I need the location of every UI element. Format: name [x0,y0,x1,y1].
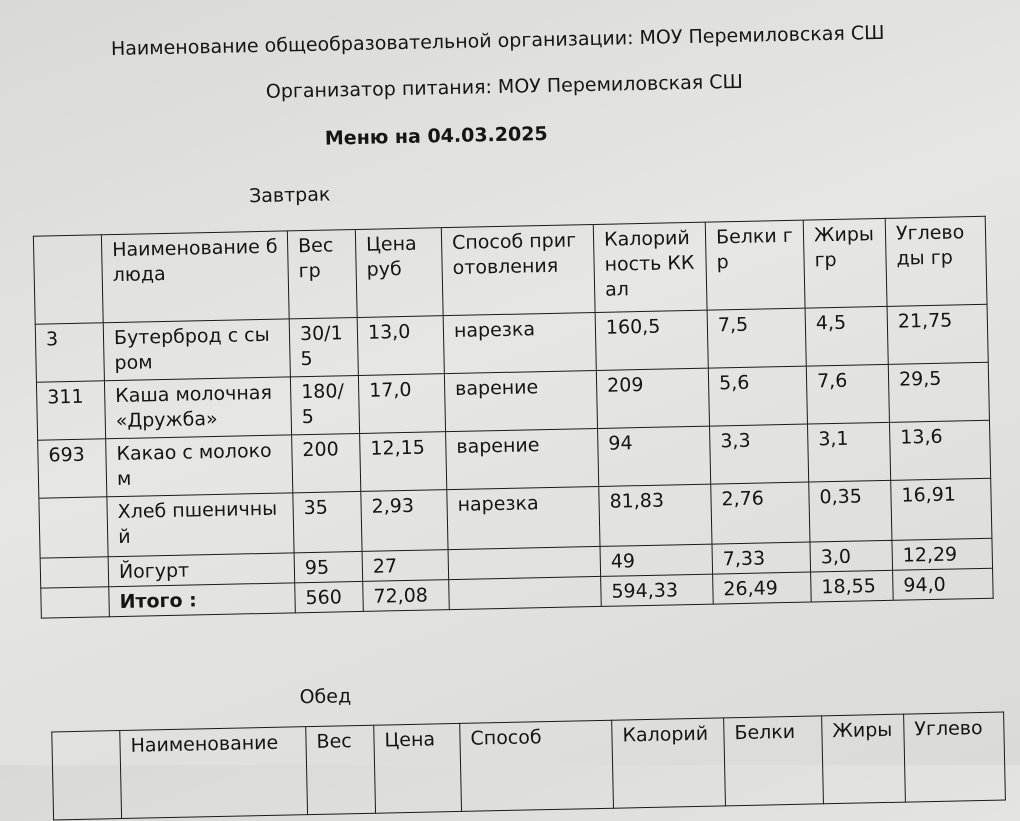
table-cell: 27 [362,550,449,582]
header-cell: Наименование [120,727,308,819]
table-cell: 200 [292,433,361,492]
table-cell: 17,0 [358,374,445,434]
table-cell: 7,6 [806,364,889,424]
table-cell: 35 [293,491,362,552]
breakfast-heading: Завтрак [248,183,331,208]
table-cell [41,587,110,618]
table-cell: 29,5 [888,362,989,422]
table-cell: Йогурт [108,553,295,587]
table-cell: 180/5 [290,375,359,434]
table-cell: 18,55 [811,570,894,602]
lunch-heading: Обед [299,685,352,709]
table-cell: 560 [295,581,364,612]
header-cell: Калорийность ККал [593,222,707,312]
header-cell: Способ приготовления [441,225,595,316]
header-cell: Вес гр [287,229,357,318]
table-cell: 3 [35,323,104,382]
table-cell: 3,0 [810,540,893,572]
breakfast-menu-table [33,216,994,619]
table-cell: 311 [36,381,105,440]
header-cell: Цена [374,723,462,813]
table-cell: 594,33 [601,574,714,606]
table-cell: 94 [598,426,711,486]
table-cell: Хлеб пшеничный [107,493,294,557]
header-cell [33,235,103,324]
table-cell: 0,35 [809,480,892,542]
header-cell: Цена руб [355,228,443,318]
table-cell: 7,33 [712,542,811,574]
organization-line: Наименование общеобразовательной организации: МОУ Перемиловская СШ [110,21,885,61]
header-cell: Жиры гр [803,218,887,308]
table-cell: нарезка [443,312,596,373]
header-cell: Вес [306,725,376,814]
table-cell: 81,83 [599,484,712,546]
table-cell: 12,29 [892,538,993,570]
table-cell: варение [444,370,597,431]
total-label: Итого : [109,583,296,617]
table-cell: 12,15 [360,432,447,492]
table-cell [449,576,602,609]
header-cell: Белки гр [705,220,805,310]
table-cell: 49 [600,544,713,576]
table-cell: Бутерброд с сыром [103,319,290,381]
header-cell: Способ [460,720,614,811]
table-cell: 72,08 [363,580,450,612]
table-cell: 95 [294,551,363,582]
table-cell: 4,5 [805,306,888,366]
lunch-menu-table [51,712,1006,821]
header-cell: Калорий [612,718,726,808]
table-cell: 94,0 [893,568,994,600]
header-cell [52,731,122,820]
table-cell [39,497,108,558]
table-cell: 209 [596,368,709,428]
table-cell: 30/15 [289,317,358,376]
table-cell: 26,49 [713,572,812,604]
table-cell: 3,1 [807,422,890,482]
table-header-row [52,712,1006,820]
header-cell: Жиры [822,714,906,804]
table-cell: 5,6 [708,366,807,426]
table-cell: 7,5 [707,308,806,368]
table-cell: варение [446,428,599,489]
table-cell: 13,6 [889,420,990,480]
table-cell: 693 [38,439,107,498]
catering-organizer-line: Организатор питания: МОУ Перемиловская СШ [265,70,744,103]
table-cell: 13,0 [357,316,444,376]
header-cell: Белки [724,716,824,806]
header-cell: Углеводы гр [885,216,987,306]
header-cell: Наименование блюда [101,231,289,323]
table-cell [40,557,109,588]
table-cell: 2,76 [711,482,810,544]
table-cell: 21,75 [887,304,988,364]
table-cell [448,546,601,579]
table-cell: Какао с молоком [106,435,293,497]
table-cell: 3,3 [710,424,809,484]
header-cell: Углево [904,712,1006,802]
menu-date-title: Меню на 04.03.2025 [324,122,548,150]
table-cell: 16,91 [891,478,992,540]
table-cell: 160,5 [595,310,708,370]
table-cell: Каша молочная «Дружба» [104,377,291,439]
table-cell: нарезка [447,486,600,549]
table-cell: 2,93 [361,490,448,552]
